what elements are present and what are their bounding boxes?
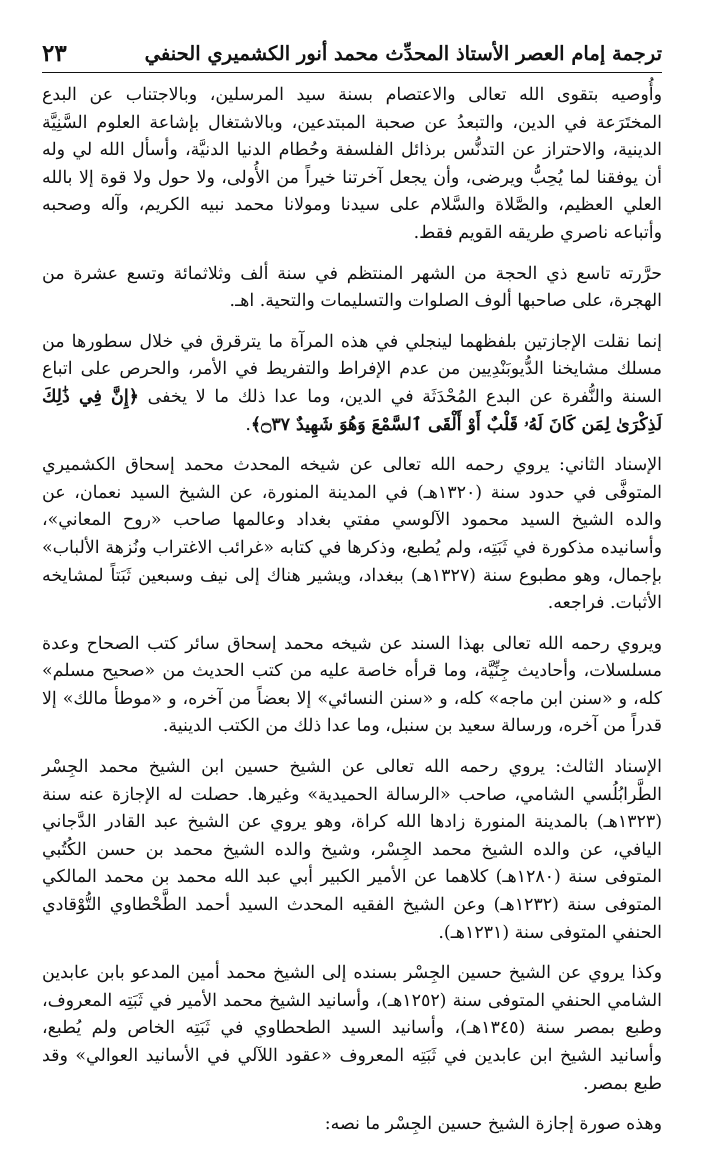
- paragraph-date-note: حرَّرته تاسع ذي الحجة من الشهر المنتظم في سنة ألف وثلاثمائة وتسع عشرة من الهجرة، على صاحبها ألوف الصلوات والتسليمات والتحية. اهـ.: [42, 263, 662, 312]
- page-number: ٢٣: [42, 40, 67, 67]
- paragraph-closing-advice: وأُوصيه بتقوى الله تعالى والاعتصام بسنة سيد المرسلين، وبالاجتناب عن البدع المختَرَعة في الدين، والتبعدُ عن صحبة المبتدعين، وبالاشتغال بإشاعة العلوم السَّنِيَّة الدينية، والاحتراز عن التدنُّس برذائل الفلسفة وحُطام الدنيا الدنيَّة، وأسأل الله لي وله أن يوفقنا لما يُحِبُّ ويرضى، وأن يجعل آخرتنا خيراً من الأُولى، ولا حول ولا قوة إلا بالله العلي العظيم، والصَّلاة والسَّلام على سيدنا ومولانا محمد نبيه الكريم، وآله وصحبه وأتباعه ناصري طريقه القويم فقط.: [42, 85, 662, 243]
- paragraph-second-isnad: الإسناد الثاني: يروي رحمه الله تعالى عن شيخه المحدث محمد إسحاق الكشميري المتوفَّى في حدود سنة (١٣٢٠هـ) في المدينة المنورة، عن الشيخ السيد نعمان، عن والده الشيخ السيد محمود الآلوسي مفتي بغداد وعالمها صاحب «روح المعاني»، وأسانيده مذكورة في ثَبَتِه، ولم يُطبع، وذكرها في كتابه «غرائب الاغتراب ونُزهة الألباب» بإجمال، وهو مطبوع سنة (١٣٢٧هـ) ببغداد، ويشير هناك إلى نيف وسبعين ثَبَتاً لمشايخه الأثبات. فراجعه.: [42, 455, 663, 614]
- paragraph-ijazah-purpose-text: إنما نقلت الإجازتين بلفظهما لينجلي في هذه المرآة ما يترقرق في خلال سطورها من مسلك مشايخنا الدُّيوبَنْدِيين من عدم الإفراط والتفريط في الأمر، والحرص على اتباع السنة والنُّفرة عن البدع المُحْدَثَة في الدين، وما عدا ذلك ما لا يخفى: [42, 331, 662, 407]
- quran-verse: ﴿إِنَّ فِي ذَٰلِكَ لَذِكْرَىٰ لِمَن كَانَ لَهُۥ قَلْبٌ أَوْ أَلْقَى ٱلسَّمْعَ وَهُوَ شَهِيدٌ ۝٣٧﴾: [42, 386, 662, 435]
- running-title: ترجمة إمام العصر الأستاذ المحدِّث محمد أنور الكشميري الحنفي: [144, 42, 662, 65]
- quran-verse-tail: .: [245, 414, 251, 435]
- paragraph-ijazah-intro: وهذه صورة إجازة الشيخ حسين الجِسْر ما نصه:: [324, 1114, 662, 1135]
- paragraph-ijazah-purpose: [42, 329, 662, 439]
- page-body: [42, 82, 662, 1152]
- paragraph-second-isnad-books: ويروي رحمه الله تعالى بهذا السند عن شيخه محمد إسحاق سائر كتب الصحاح وعدة مسلسلات، وأحاديث جِنِّيَّة، وما قرأه خاصة عليه من كتب الحديث من «صحيح مسلم» كله، و «سنن ابن ماجه» كله، و «سنن النسائي» إلا بعضاً من آخره، و «موطأ مالك» إلا قدراً من آخره، ورسالة سعيد بن سنبل، وما عدا ذلك من الكتب الدينية.: [42, 633, 662, 737]
- paragraph-third-isnad: الإسناد الثالث: يروي رحمه الله تعالى عن الشيخ حسين ابن الشيخ محمد الجِسْر الطَّرابُلُسي الشامي، صاحب «الرسالة الحميدية» وغيرها. حصلت له الإجازة عنه سنة (١٣٢٣هـ) بالمدينة المنورة زادها الله كراة، وهو يروي عن الشيخ عبد القادر الدَّجاني اليافي، عن والده الشيخ محمد الجِسْر، وشيخ والده الشيخ محمد بن حسن الكُتُبي المتوفى سنة (١٢٨٠هـ) كلاهما عن الأمير الكبير أبي عبد الله محمد بن محمد المالكي المتوفى سنة (١٢٣٢هـ) وعن الشيخ الفقيه المحدث السيد أحمد الطَّحْطاوي التُّوْقادي الحنفي المتوفى سنة (١٢٣١هـ).: [42, 757, 662, 943]
- page-header: [42, 38, 662, 73]
- paragraph-jisr-chain: وكذا يروي عن الشيخ حسين الجِسْر بسنده إلى الشيخ محمد أمين المدعو بابن عابدين الشامي الحنفي المتوفى سنة (١٢٥٢هـ)، وأسانيد الشيخ محمد الأمير في ثَبَتِه المعروف، وطبع بمصر سنة (١٣٤٥هـ)، وأسانيد السيد الطحطاوي في ثَبَتِه الخاص ولم يُطبع، وأسانيد الشيخ ابن عابدين في ثَبَتِه المعروف «عقود اللآلي في الأسانيد العوالي» وقد طبع بمصر.: [42, 963, 662, 1094]
